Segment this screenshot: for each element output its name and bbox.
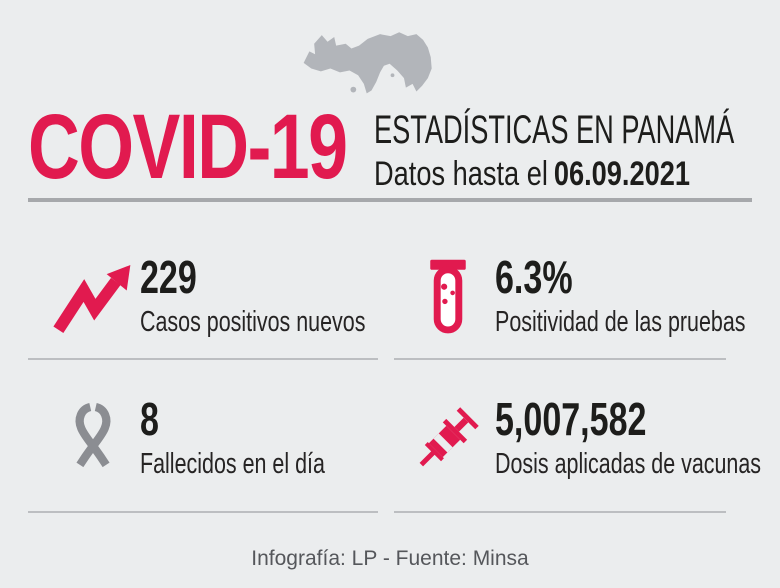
stat-value: 5,007,582	[495, 392, 647, 445]
stat-label: Positividad de las pruebas	[495, 305, 746, 338]
data-cutoff-line	[374, 155, 780, 194]
row-divider	[394, 511, 726, 513]
stat-positividad	[401, 248, 780, 344]
stat-value: 6.3%	[495, 250, 573, 303]
test-tube-icon	[401, 248, 495, 344]
stat-casos-positivos	[46, 248, 445, 344]
page-subtitle: ESTADÍSTICAS EN PANAMÁ	[374, 108, 735, 152]
stat-text	[495, 250, 780, 339]
header-right	[374, 108, 780, 194]
credit-line: Infografía: LP - Fuente: Minsa	[251, 547, 529, 570]
stat-label: Casos positivos nuevos	[140, 305, 366, 338]
panama-map-icon	[296, 20, 468, 103]
stat-value: 229	[140, 250, 197, 303]
trend-up-arrow-icon	[46, 248, 140, 344]
row-divider	[28, 511, 378, 513]
stat-dosis-vacunas	[401, 390, 780, 486]
stat-fallecidos	[46, 390, 390, 486]
page-title-text: COVID-19	[28, 96, 347, 198]
syringe-icon	[401, 390, 495, 486]
stat-text	[495, 392, 780, 481]
date-prefix: Datos hasta el	[374, 155, 548, 193]
row-divider	[394, 358, 726, 360]
header-divider	[28, 198, 752, 202]
mourning-ribbon-icon	[46, 390, 140, 486]
stat-label: Fallecidos en el día	[140, 447, 325, 480]
stat-value: 8	[140, 392, 159, 445]
stat-label: Dosis aplicadas de vacunas	[495, 447, 762, 480]
row-divider	[28, 358, 378, 360]
stat-text	[140, 392, 390, 481]
date-value: 06.09.2021	[553, 155, 690, 193]
stat-text	[140, 250, 445, 339]
